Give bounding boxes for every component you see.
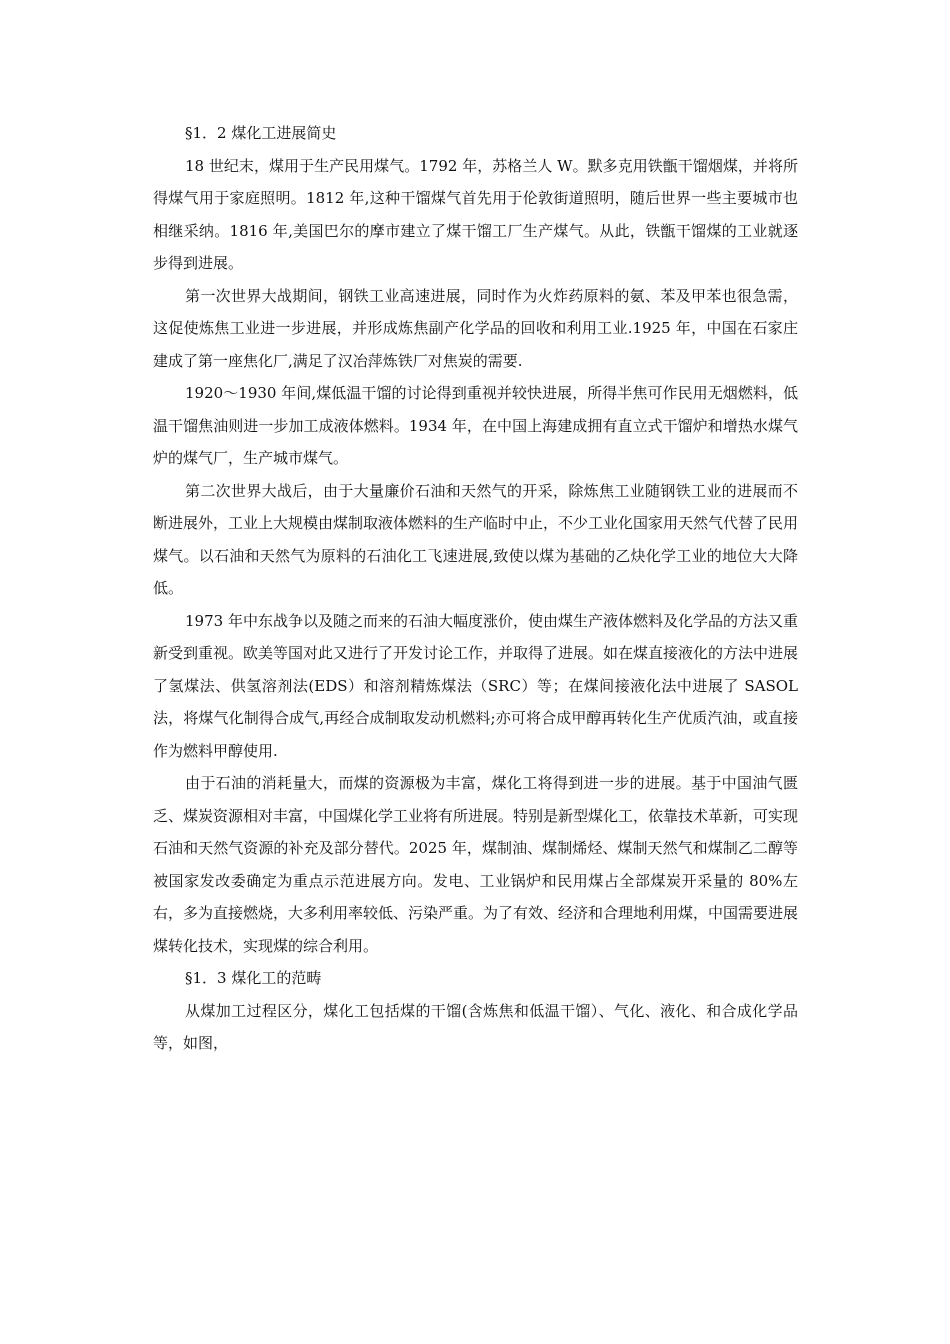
section-heading-1-2: §1．2 煤化工进展简史 — [185, 124, 337, 142]
paragraph-post-wwii: 第二次世界大战后，由于大量廉价石油和天然气的开采，除炼焦工业随钢铁工业的进展而不断进展外，工业上大规模由煤制取液体燃料的生产临时中止，不少工业化国家用天然气代替了民用煤气。以石油和天然气为原料的石油化工飞速进展,致使以煤为基础的乙炔化学工业的地位大大降低。 — [153, 481, 799, 597]
paragraph-1973-oil-crisis: 1973 年中东战争以及随之而来的石油大幅度涨价，使由煤生产液体燃料及化学品的方法又重新受到重视。欧美等国对此又进行了开发讨论工作，并取得了进展。如在煤直接液化的方法中进展了氢煤法、供氢溶剂法(EDS）和溶剂精炼煤法（SRC）等；在煤间接液化法中进展了 SASOL 法，将煤气化制得合成气,再经合成制取发动机燃料;亦可将合成甲醇再转化生产优质汽油，或直接作为燃料甲醇使用. — [153, 611, 799, 760]
paragraph-wwi-coking: 第一次世界大战期间，钢铁工业高速进展，同时作为火炸药原料的氨、苯及甲苯也很急需，这促使炼焦工业进一步进展，并形成炼焦副产化学品的回收和利用工业.1925 年，中国在石家庄建成了第一座焦化厂,满足了汉冶萍炼铁厂对焦炭的需要. — [153, 286, 798, 370]
paragraph-early-coal-gas: 18 世纪末，煤用于生产民用煤气。1792 年，苏格兰人 W。默多克用铁甑干馏烟煤，并将所得煤气用于家庭照明。1812 年,这种干馏煤气首先用于伦敦街道照明，随后世界一些主要城市也相继采纳。1816 年,美国巴尔的摩市建立了煤干馏工厂生产煤气。从此，铁甑干馏煤的工业就逐步得到进展。 — [153, 156, 798, 272]
paragraph-china-outlook: 由于石油的消耗量大，而煤的资源极为丰富，煤化工将得到进一步的进展。基于中国油气匮乏、煤炭资源相对丰富，中国煤化学工业将有所进展。特别是新型煤化工，依靠技术革新，可实现石油和天然气资源的补充及部分替代。2025 年，煤制油、煤制烯烃、煤制天然气和煤制乙二醇等被国家发改委确定为重点示范进展方向。发电、工业锅炉和民用煤占全部煤炭开采量的 80%左右，多为直接燃烧，大多利用率较低、污染严重。为了有效、经济和合理地利用煤，中国需要进展煤转化技术，实现煤的综合利用。 — [153, 774, 799, 955]
paragraph-scope: 从煤加工过程区分，煤化工包括煤的干馏(含炼焦和低温干馏）、气化、液化、和合成化学品等，如图， — [153, 1001, 798, 1052]
document-page — [153, 117, 798, 1060]
section-heading-1-3: §1．3 煤化工的范畴 — [185, 969, 322, 987]
paragraph-low-temp-carbonization: 1920～1930 年间,煤低温干馏的讨论得到重视并较快进展，所得半焦可作民用无烟燃料，低温干馏焦油则进一步加工成液体燃料。1934 年，在中国上海建成拥有直立式干馏炉和增热水煤气炉的煤气厂，生产城市煤气。 — [153, 384, 798, 467]
